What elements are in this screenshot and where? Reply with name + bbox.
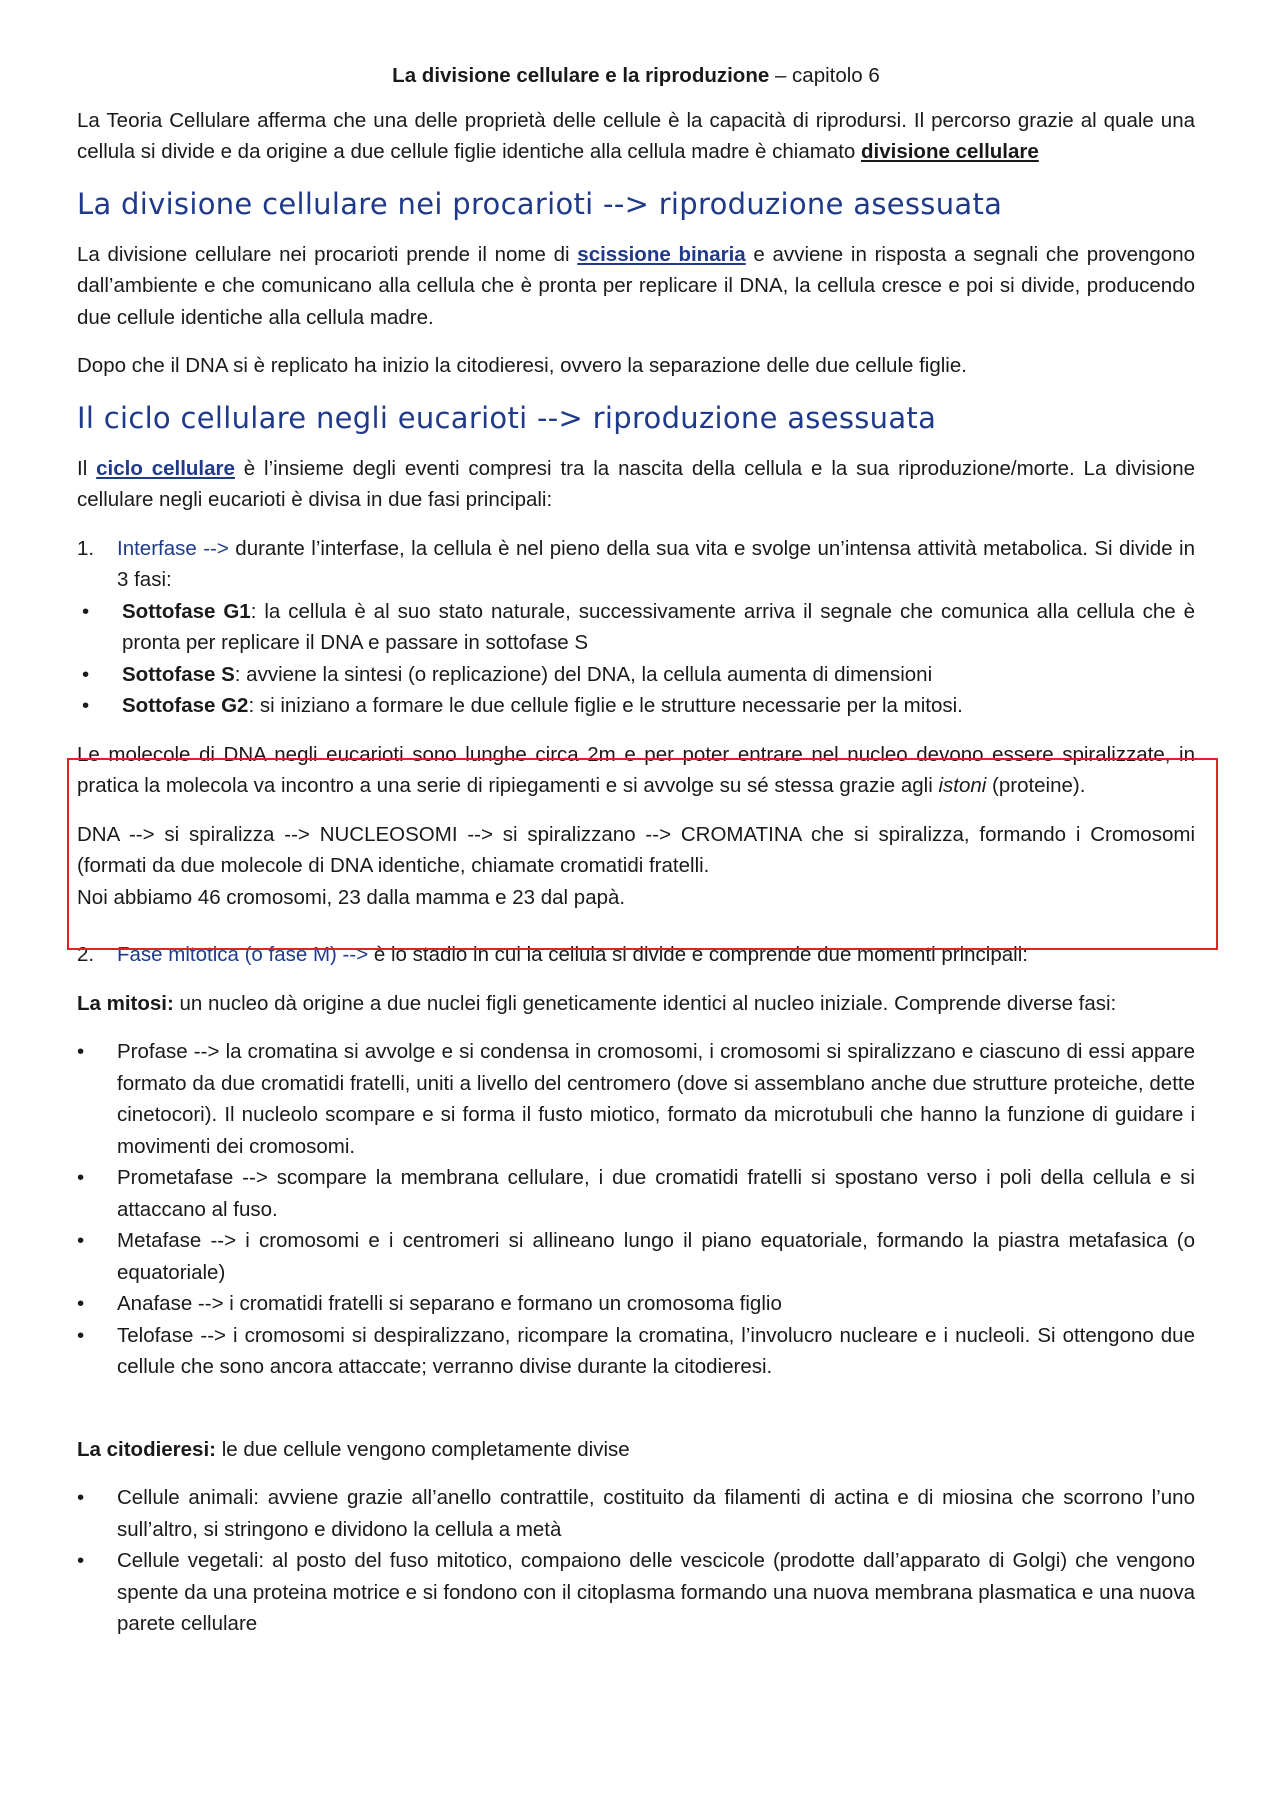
list-item-subphase: • Sottofase G1: la cellula è al suo stato naturale, successivamente arriva il segnale che comunica alla cellula che è pronta per replicare il DNA e passare in sottofase S xyxy=(77,596,1195,659)
bullet-icon: • xyxy=(77,1486,85,1509)
page-title: La divisione cellulare e la riproduzione – capitolo 6 xyxy=(392,64,880,87)
bullet-icon: • xyxy=(77,1323,85,1347)
term-divisione-cellulare: divisione cellulare xyxy=(861,140,1039,163)
cromosomi-paragraph: DNA --> si spiralizza --> NUCLEOSOMI --> si spiralizzano --> CROMATINA che si spiralizza, formando i Cromosomi (formati da due molecole di DNA identiche, chiamate cromatidi fratelli. Noi abbiamo 46 cromosomi, 23 dalla mamma e 23 dal papà. xyxy=(77,822,1195,909)
mitosi-paragraph: La mitosi: un nucleo dà origine a due nuclei figli geneticamente identici al nucleo iniziale. Comprende diverse fasi: xyxy=(77,991,1117,1015)
spacer xyxy=(77,1400,1195,1434)
term-ciclo-cellulare: ciclo cellulare xyxy=(96,456,235,480)
citodieresi-paragraph: La citodieresi: le due cellule vengono completamente divise xyxy=(77,1437,630,1461)
phase-list xyxy=(77,533,1195,596)
bullet-icon: • xyxy=(77,1166,85,1189)
bullet-icon: • xyxy=(82,662,90,686)
list-item-subphase: • Sottofase S: avviene la sintesi (o replicazione) del DNA, la cellula aumenta di dimensioni xyxy=(77,659,1195,691)
bullet-icon: • xyxy=(77,1040,85,1063)
citodieresi-intro-paragraph: Dopo che il DNA si è replicato ha inizio la citodieresi, ovvero la separazione delle due cellule figlie. xyxy=(77,354,967,377)
highlight-box xyxy=(67,758,1218,950)
list-item-metafase: • Metafase --> i cromosomi e i centromeri si allineano lungo il piano equatoriale, formando la piastra metafasica (o equatoriale) xyxy=(77,1225,1195,1288)
subphase-list xyxy=(77,596,1195,722)
list-item-anafase: • Anafase --> i cromatidi fratelli si separano e formano un cromosoma figlio xyxy=(77,1288,1195,1320)
list-item-profase: • Profase --> la cromatina si avvolge e si condensa in cromosomi, i cromosomi si spiralizzano e ciascuno di essi appare formato da due cromatidi fratelli, uniti a livello del centromero (dove si assemblano anche due strutture proteiche, dette cinetocori). Il nucleolo scompare e si forma il fusto miotico, formato da microtubuli che hanno la funzione di guidare i movimenti dei cromosomi. xyxy=(77,1036,1195,1162)
list-item-fase-mitotica: 2. Fase mitotica (o fase M) --> è lo stadio in cui la cellula si divide e comprende due momenti principali: xyxy=(77,943,1028,966)
list-item-prometafase: • Prometafase --> scompare la membrana cellulare, i due cromatidi fratelli si spostano verso i poli della cellula e si attaccano al fuso. xyxy=(77,1162,1195,1225)
bullet-icon: • xyxy=(82,694,90,717)
section-heading-procarioti: La divisione cellulare nei procarioti --> riproduzione asessuata xyxy=(77,186,1003,221)
scissione-paragraph: La divisione cellulare nei procarioti prende il nome di scissione binaria e avviene in risposta a segnali che provengono dall’ambiente e che comunicano alla cellula che è pronta per replicare il DNA, la cellula cresce e poi si divide, producendo due cellule identiche alla cellula madre. xyxy=(77,242,1195,329)
intro-paragraph: La Teoria Cellulare afferma che una delle proprietà delle cellule è la capacità di riprodursi. Il percorso grazie al quale una cellula si divide e da origine a due cellule figlie identiche alla cellula madre è chiamato divisione cellulare xyxy=(77,108,1195,163)
citodieresi-list xyxy=(77,1482,1195,1640)
term-scissione-binaria: scissione binaria xyxy=(577,242,746,266)
mitosi-phase-list xyxy=(77,1036,1195,1383)
list-item-cellule-animali: • Cellule animali: avviene grazie all’anello contrattile, costituito da filamenti di actina e di miosina che scorrono l’uno sull’altro, si stringono e dividono la cellula a metà xyxy=(77,1482,1195,1545)
bullet-icon: • xyxy=(77,1229,85,1252)
bullet-icon: • xyxy=(77,1292,85,1315)
bullet-icon: • xyxy=(82,599,90,623)
list-item-telofase: • Telofase --> i cromosomi si despiralizzano, ricompare la cromatina, l’involucro nucleare e i nucleoli. Si ottengono due cellule che sono ancora attaccate; verranno divise durante la citodieresi. xyxy=(77,1320,1195,1383)
ciclo-paragraph: Il ciclo cellulare è l’insieme degli eventi compresi tra la nascita della cellula e la sua riproduzione/morte. La divisione cellulare negli eucarioti è divisa in due fasi principali: xyxy=(77,456,1195,511)
section-heading-eucarioti: Il ciclo cellulare negli eucarioti --> riproduzione asessuata xyxy=(77,400,937,435)
list-item-cellule-vegetali: • Cellule vegetali: al posto del fuso mitotico, compaiono delle vescicole (prodotte dall’apparato di Golgi) che vengono spente da una proteina motrice e si fondono con il citoplasma formando una nuova membrana plasmatica e una nuova parete cellulare xyxy=(77,1545,1195,1640)
list-item-subphase: • Sottofase G2: si iniziano a formare le due cellule figlie e le strutture necessarie per la mitosi. xyxy=(77,690,1195,722)
list-item-interfase: 1. Interfase --> durante l’interfase, la cellula è nel pieno della sua vita e svolge un’intensa attività metabolica. Si divide in 3 fasi: xyxy=(77,536,1195,591)
dna-molecole-paragraph: Le molecole di DNA negli eucarioti sono lunghe circa 2m e per poter entrare nel nucleo devono essere spiralizzate, in pratica la molecola va incontro a una serie di ripiegamenti e si avvolge su sé stessa grazie agli istoni (proteine). xyxy=(77,742,1195,797)
bullet-icon: • xyxy=(77,1549,85,1572)
